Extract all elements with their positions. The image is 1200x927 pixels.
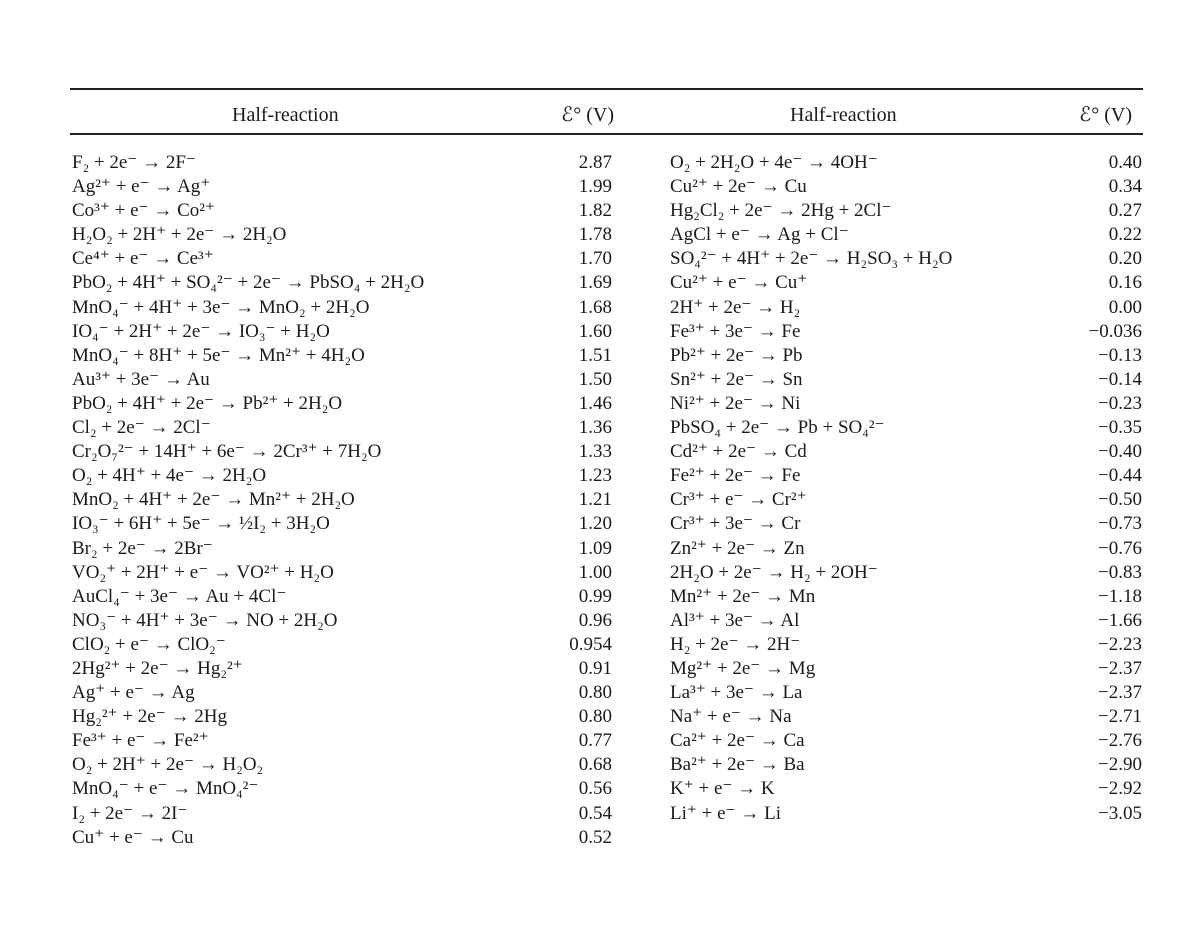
standard-potential: −0.35 [1098, 417, 1142, 439]
standard-potential: 0.40 [1108, 152, 1142, 173]
table-row [72, 657, 612, 681]
half-reaction: K⁺ + e⁻ → K [670, 778, 775, 800]
half-reaction: 2Hg²⁺ + 2e⁻ → Hg₂²⁺ [72, 657, 243, 679]
table-row [72, 705, 612, 729]
table-row [670, 247, 1142, 271]
table-row [72, 609, 612, 633]
half-reaction: Cu⁺ + e⁻ → Cu [72, 826, 194, 848]
table-row [72, 512, 612, 536]
half-reaction: 2H⁺ + 2e⁻ → H₂ [670, 296, 801, 318]
table-row [670, 296, 1142, 320]
left-column [72, 151, 612, 850]
standard-potential: −3.05 [1098, 802, 1142, 824]
half-reaction: Al³⁺ + 3e⁻ → Al [670, 609, 800, 631]
standard-potential: 1.50 [578, 368, 612, 390]
standard-potential: 0.954 [569, 633, 612, 655]
standard-potential: 1.78 [578, 224, 612, 246]
half-reaction: Au³⁺ + 3e⁻ → Au [72, 368, 210, 390]
standard-potential: −1.18 [1098, 585, 1142, 607]
half-reaction: PbO₂ + 4H⁺ + SO₄²⁻ + 2e⁻ → PbSO₄ + 2H₂O [72, 272, 425, 294]
half-reaction: H₂ + 2e⁻ → 2H⁻ [670, 633, 801, 655]
standard-potential: 2.87 [578, 152, 612, 173]
standard-potential: −0.76 [1098, 537, 1142, 559]
table-row [670, 175, 1142, 199]
standard-potential: −0.036 [1088, 320, 1142, 342]
standard-potential: 1.20 [578, 513, 612, 535]
table-row [72, 537, 612, 561]
half-reaction: Pb²⁺ + 2e⁻ → Pb [670, 344, 803, 366]
half-reaction: 2H₂O + 2e⁻ → H₂ + 2OH⁻ [670, 561, 878, 583]
right-potential-header: ℰ° (V) [1079, 104, 1132, 126]
table-row [670, 320, 1142, 344]
table-row [670, 199, 1142, 223]
standard-potential: 0.99 [578, 585, 612, 607]
right-column [670, 151, 1142, 826]
table-row [72, 344, 612, 368]
table-row [670, 681, 1142, 705]
table-row [670, 271, 1142, 295]
standard-potential: 1.09 [578, 537, 612, 559]
half-reaction: O₂ + 2H₂O + 4e⁻ → 4OH⁻ [670, 152, 878, 173]
table-row [72, 561, 612, 585]
table-row [72, 777, 612, 801]
table-row [72, 223, 612, 247]
standard-potential: −0.23 [1098, 392, 1142, 414]
standard-potential: 1.46 [578, 392, 612, 414]
standard-potential: 0.52 [578, 826, 612, 848]
table-row [72, 271, 612, 295]
half-reaction: Cr³⁺ + e⁻ → Cr²⁺ [670, 489, 807, 511]
table-row [670, 777, 1142, 801]
half-reaction: Cd²⁺ + 2e⁻ → Cd [670, 441, 807, 463]
table-row [72, 488, 612, 512]
right-reaction-header: Half-reaction [790, 104, 897, 126]
half-reaction: IO₃⁻ + 6H⁺ + 5e⁻ → ½I₂ + 3H₂O [72, 513, 330, 535]
half-reaction: IO₄⁻ + 2H⁺ + 2e⁻ → IO₃⁻ + H₂O [72, 320, 330, 342]
half-reaction: Mg²⁺ + 2e⁻ → Mg [670, 657, 816, 679]
half-reaction: Co³⁺ + e⁻ → Co²⁺ [72, 200, 215, 222]
standard-potential: −0.83 [1098, 561, 1142, 583]
standard-potential: 1.33 [578, 441, 612, 463]
half-reaction: I₂ + 2e⁻ → 2I⁻ [72, 802, 188, 824]
table-row [670, 657, 1142, 681]
table-row [670, 753, 1142, 777]
standard-potential: 0.34 [1108, 176, 1142, 198]
table-row [72, 416, 612, 440]
standard-potential: 1.21 [578, 489, 612, 511]
standard-potential: −2.76 [1098, 730, 1142, 752]
table-row [670, 633, 1142, 657]
standard-potential: −0.44 [1098, 465, 1142, 487]
half-reaction: MnO₄⁻ + 4H⁺ + 3e⁻ → MnO₂ + 2H₂O [72, 296, 370, 318]
standard-potential: 0.91 [578, 657, 612, 679]
standard-potential: −2.23 [1098, 633, 1142, 655]
table-header-rule [70, 133, 1143, 135]
half-reaction: La³⁺ + 3e⁻ → La [670, 682, 803, 704]
half-reaction: Li⁺ + e⁻ → Li [670, 802, 781, 824]
standard-potential: −0.13 [1098, 344, 1142, 366]
standard-potential: −2.71 [1098, 706, 1142, 728]
standard-potential: 0.16 [1108, 272, 1142, 294]
table-row [670, 344, 1142, 368]
half-reaction: Hg₂Cl₂ + 2e⁻ → 2Hg + 2Cl⁻ [670, 200, 892, 222]
half-reaction: Mn²⁺ + 2e⁻ → Mn [670, 585, 816, 607]
table-row [670, 368, 1142, 392]
standard-potential: 0.54 [578, 802, 612, 824]
table-row [72, 296, 612, 320]
half-reaction: O₂ + 2H⁺ + 2e⁻ → H₂O₂ [72, 754, 264, 776]
half-reaction: Cr₂O₇²⁻ + 14H⁺ + 6e⁻ → 2Cr³⁺ + 7H₂O [72, 441, 382, 463]
standard-potential: −2.37 [1098, 682, 1142, 704]
standard-potential: 0.22 [1108, 224, 1142, 246]
standard-potential: 1.82 [578, 200, 612, 222]
half-reaction: Cr³⁺ + 3e⁻ → Cr [670, 513, 801, 535]
half-reaction: PbO₂ + 4H⁺ + 2e⁻ → Pb²⁺ + 2H₂O [72, 392, 343, 414]
table-row [670, 585, 1142, 609]
half-reaction: Fe³⁺ + e⁻ → Fe²⁺ [72, 730, 209, 752]
half-reaction: SO₄²⁻ + 4H⁺ + 2e⁻ → H₂SO₃ + H₂O [670, 248, 953, 270]
standard-potential: 0.96 [578, 609, 612, 631]
half-reaction: PbSO₄ + 2e⁻ → Pb + SO₄²⁻ [670, 417, 885, 439]
table-row [670, 223, 1142, 247]
standard-potential: 0.80 [578, 706, 612, 728]
half-reaction: NO₃⁻ + 4H⁺ + 3e⁻ → NO + 2H₂O [72, 609, 338, 631]
table-row [72, 464, 612, 488]
standard-potential: 1.69 [578, 272, 612, 294]
table-row [72, 320, 612, 344]
standard-potential: −2.37 [1098, 657, 1142, 679]
standard-potential: −0.50 [1098, 489, 1142, 511]
standard-potential: 0.27 [1108, 200, 1142, 222]
standard-potential: −2.90 [1098, 754, 1142, 776]
half-reaction: MnO₂ + 4H⁺ + 2e⁻ → Mn²⁺ + 2H₂O [72, 489, 355, 511]
table-row [72, 802, 612, 826]
table-row [670, 416, 1142, 440]
standard-potential: 0.00 [1108, 296, 1142, 318]
standard-potential: 1.60 [578, 320, 612, 342]
table-row [72, 585, 612, 609]
half-reaction: Na⁺ + e⁻ → Na [670, 706, 792, 728]
table-row [72, 826, 612, 850]
half-reaction: Ba²⁺ + 2e⁻ → Ba [670, 754, 805, 776]
table-row [670, 705, 1142, 729]
half-reaction: Ag²⁺ + e⁻ → Ag⁺ [72, 176, 211, 198]
half-reaction: AuCl₄⁻ + 3e⁻ → Au + 4Cl⁻ [72, 585, 287, 607]
half-reaction: Fe³⁺ + 3e⁻ → Fe [670, 320, 801, 342]
table-row [72, 199, 612, 223]
table-row [670, 440, 1142, 464]
table-row [670, 151, 1142, 175]
standard-potential: 0.56 [578, 778, 612, 800]
standard-potential: 1.51 [578, 344, 612, 366]
table-row [670, 537, 1142, 561]
left-reaction-header: Half-reaction [232, 104, 339, 126]
half-reaction: Hg₂²⁺ + 2e⁻ → 2Hg [72, 706, 227, 728]
table-row [72, 151, 612, 175]
standard-potential: 0.20 [1108, 248, 1142, 270]
standard-potential: 1.00 [578, 561, 612, 583]
half-reaction: MnO₄⁻ + e⁻ → MnO₄²⁻ [72, 778, 259, 800]
half-reaction: Zn²⁺ + 2e⁻ → Zn [670, 537, 805, 559]
standard-potential: −2.92 [1098, 778, 1142, 800]
standard-potential: −0.40 [1098, 441, 1142, 463]
standard-potential: 1.99 [578, 176, 612, 198]
half-reaction: Cu²⁺ + 2e⁻ → Cu [670, 176, 807, 198]
table-row [670, 488, 1142, 512]
half-reaction: H₂O₂ + 2H⁺ + 2e⁻ → 2H₂O [72, 224, 287, 246]
standard-potential: 0.68 [578, 754, 612, 776]
table-row [670, 729, 1142, 753]
table-row [670, 802, 1142, 826]
left-potential-header: ℰ° (V) [561, 104, 614, 126]
table-row [72, 729, 612, 753]
table-row [72, 633, 612, 657]
table-row [670, 392, 1142, 416]
table-row [72, 175, 612, 199]
standard-potential: −0.73 [1098, 513, 1142, 535]
half-reaction: Ca²⁺ + 2e⁻ → Ca [670, 730, 805, 752]
table-row [670, 609, 1142, 633]
half-reaction: ClO₂ + e⁻ → ClO₂⁻ [72, 633, 226, 655]
half-reaction: Ce⁴⁺ + e⁻ → Ce³⁺ [72, 248, 214, 270]
standard-potential: 1.36 [578, 417, 612, 439]
half-reaction: Cl₂ + 2e⁻ → 2Cl⁻ [72, 417, 211, 439]
table-row [670, 512, 1142, 536]
standard-potential: 1.68 [578, 296, 612, 318]
table-row [72, 753, 612, 777]
half-reaction: Fe²⁺ + 2e⁻ → Fe [670, 465, 801, 487]
table-top-rule [70, 88, 1143, 90]
table-row [670, 561, 1142, 585]
half-reaction: Ni²⁺ + 2e⁻ → Ni [670, 392, 801, 414]
half-reaction: Ag⁺ + e⁻ → Ag [72, 682, 195, 704]
table-row [72, 247, 612, 271]
half-reaction: Cu²⁺ + e⁻ → Cu⁺ [670, 272, 808, 294]
table-row [670, 464, 1142, 488]
half-reaction: Br₂ + 2e⁻ → 2Br⁻ [72, 537, 213, 559]
table-row [72, 681, 612, 705]
table-row [72, 368, 612, 392]
half-reaction: MnO₄⁻ + 8H⁺ + 5e⁻ → Mn²⁺ + 4H₂O [72, 344, 365, 366]
table-row [72, 440, 612, 464]
standard-potential: 1.23 [578, 465, 612, 487]
standard-potential: −0.14 [1098, 368, 1142, 390]
standard-potential: −1.66 [1098, 609, 1142, 631]
standard-potential: 0.80 [578, 682, 612, 704]
half-reaction: VO₂⁺ + 2H⁺ + e⁻ → VO²⁺ + H₂O [72, 561, 334, 583]
half-reaction: Sn²⁺ + 2e⁻ → Sn [670, 368, 803, 390]
half-reaction: O₂ + 4H⁺ + 4e⁻ → 2H₂O [72, 465, 267, 487]
half-reaction: F₂ + 2e⁻ → 2F⁻ [72, 152, 196, 173]
standard-potential: 0.77 [578, 730, 612, 752]
table-row [72, 392, 612, 416]
half-reaction: AgCl + e⁻ → Ag + Cl⁻ [670, 224, 849, 246]
standard-potential: 1.70 [578, 248, 612, 270]
